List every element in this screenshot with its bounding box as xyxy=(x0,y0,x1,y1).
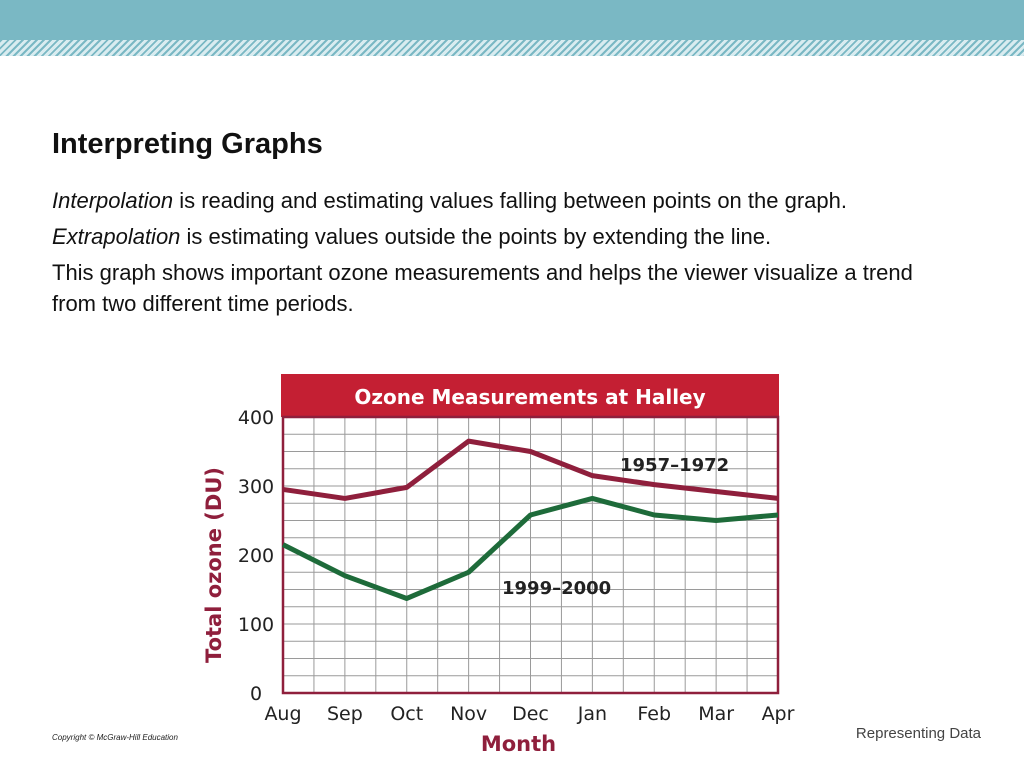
chart-title: Ozone Measurements at Halley xyxy=(354,385,706,409)
x-tick-label: Dec xyxy=(512,703,549,725)
copyright-notice: Copyright © McGraw-Hill Education xyxy=(52,733,178,742)
header-hatch-pattern xyxy=(0,40,1024,56)
paragraph-graph-description xyxy=(52,257,942,319)
x-axis-label: Month xyxy=(480,732,557,756)
paragraph-extrapolation-text: is estimating values outside the points by extending the line. xyxy=(180,224,772,249)
paragraph-interpolation-text: is reading and estimating values falling between points on the graph. xyxy=(173,188,847,213)
x-tick-label: Nov xyxy=(450,703,488,725)
y-tick-label: 400 xyxy=(237,407,275,429)
paragraph-extrapolation xyxy=(52,221,942,252)
paragraph-graph-description-text: This graph shows important ozone measurements and helps the viewer visualize a trend from two different time periods. xyxy=(52,260,913,316)
x-tick-label: Apr xyxy=(761,703,795,725)
header-band xyxy=(0,0,1024,40)
y-axis-label: Total ozone (DU) xyxy=(202,467,226,663)
y-tick-label: 200 xyxy=(237,545,275,567)
y-tick-label: 300 xyxy=(237,476,275,498)
term-interpolation: Interpolation xyxy=(52,188,174,213)
x-tick-label: Feb xyxy=(637,703,672,725)
ozone-chart xyxy=(190,362,800,762)
x-tick-label: Sep xyxy=(326,703,363,725)
footer-section-label: Representing Data xyxy=(855,725,981,742)
chart-svg xyxy=(190,362,800,762)
slide-title: Interpreting Graphs xyxy=(52,128,323,160)
x-tick-label: Jan xyxy=(577,703,608,725)
series-label-1: 1957–1972 xyxy=(620,455,730,476)
y-tick-labels xyxy=(238,407,274,705)
y-tick-label: 0 xyxy=(249,683,263,705)
x-tick-labels xyxy=(264,703,794,725)
slide-body xyxy=(52,185,942,324)
series-label-2: 1999–2000 xyxy=(502,578,612,599)
paragraph-interpolation xyxy=(52,185,942,216)
y-tick-label: 100 xyxy=(237,614,275,636)
term-extrapolation: Extrapolation xyxy=(52,224,181,249)
x-tick-label: Aug xyxy=(264,703,302,725)
x-tick-label: Mar xyxy=(698,703,735,725)
x-tick-label: Oct xyxy=(390,703,424,725)
